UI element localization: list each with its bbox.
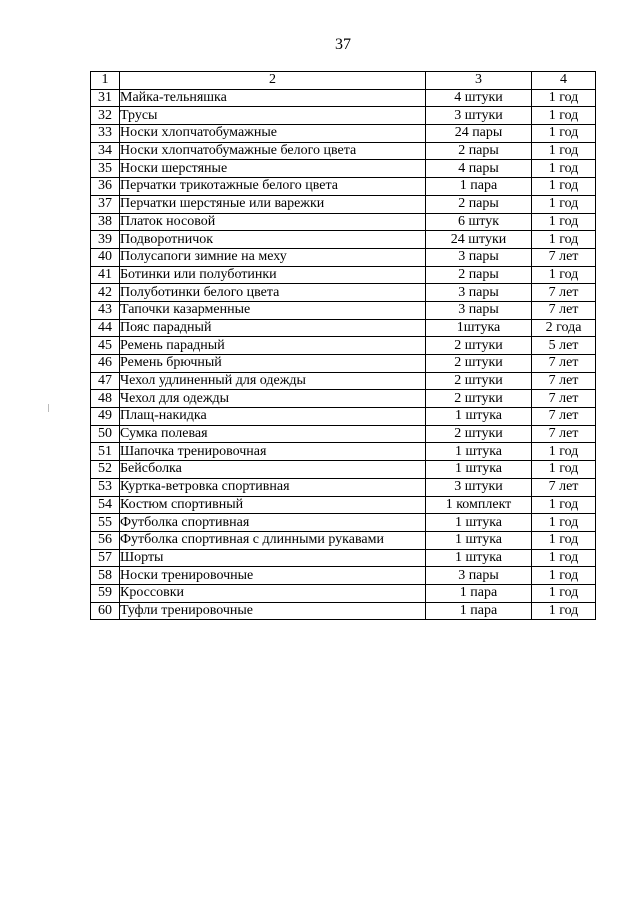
item-name-cell: Перчатки трикотажные белого цвета [120,178,426,196]
item-name-cell: Ремень парадный [120,337,426,355]
wear-term-cell: 1 год [532,567,596,585]
item-name-cell: Тапочки казарменные [120,301,426,319]
item-name-cell: Сумка полевая [120,425,426,443]
quantity-cell: 1 штука [426,549,532,567]
quantity-cell: 24 пары [426,125,532,143]
table-row [91,514,596,532]
row-number-cell: 34 [91,142,120,160]
quantity-cell: 24 штуки [426,231,532,249]
wear-term-cell: 7 лет [532,478,596,496]
quantity-cell: 2 штуки [426,337,532,355]
row-number-cell: 31 [91,89,120,107]
quantity-cell: 3 пары [426,301,532,319]
wear-term-cell: 7 лет [532,372,596,390]
item-name-cell: Майка-тельняшка [120,89,426,107]
quantity-cell: 4 штуки [426,89,532,107]
table-row [91,496,596,514]
item-name-cell: Ботинки или полуботинки [120,266,426,284]
table-row [91,337,596,355]
item-name-cell: Носки хлопчатобумажные белого цвета [120,142,426,160]
quantity-cell: 2 пары [426,266,532,284]
table-row [91,443,596,461]
quantity-cell: 3 штуки [426,107,532,125]
item-name-cell: Бейсболка [120,461,426,479]
header-cell-name: 2 [120,72,426,90]
item-name-cell: Ремень брючный [120,355,426,373]
quantity-cell: 3 штуки [426,478,532,496]
row-number-cell: 51 [91,443,120,461]
table-row [91,425,596,443]
wear-term-cell: 1 год [532,549,596,567]
wear-term-cell: 1 год [532,213,596,231]
table-row [91,408,596,426]
wear-term-cell: 1 год [532,496,596,514]
item-name-cell: Чехол для одежды [120,390,426,408]
item-name-cell: Кроссовки [120,584,426,602]
item-name-cell: Пояс парадный [120,319,426,337]
wear-term-cell: 1 год [532,531,596,549]
item-name-cell: Носки шерстяные [120,160,426,178]
table-row [91,567,596,585]
quantity-cell: 2 пары [426,142,532,160]
wear-term-cell: 7 лет [532,390,596,408]
header-cell-term: 4 [532,72,596,90]
table-row [91,301,596,319]
item-name-cell: Трусы [120,107,426,125]
item-name-cell: Шорты [120,549,426,567]
row-number-cell: 40 [91,248,120,266]
table-row [91,390,596,408]
row-number-cell: 48 [91,390,120,408]
row-number-cell: 47 [91,372,120,390]
row-number-cell: 36 [91,178,120,196]
row-number-cell: 43 [91,301,120,319]
quantity-cell: 1штука [426,319,532,337]
item-name-cell: Перчатки шерстяные или варежки [120,195,426,213]
quantity-cell: 2 штуки [426,372,532,390]
quantity-cell: 1 штука [426,408,532,426]
quantity-cell: 2 пары [426,195,532,213]
wear-term-cell: 1 год [532,266,596,284]
table-row [91,178,596,196]
table-row [91,584,596,602]
table-row [91,531,596,549]
table-row [91,284,596,302]
wear-term-cell: 1 год [532,125,596,143]
wear-term-cell: 1 год [532,178,596,196]
wear-term-cell: 1 год [532,89,596,107]
wear-term-cell: 7 лет [532,408,596,426]
item-name-cell: Плащ-накидка [120,408,426,426]
row-number-cell: 57 [91,549,120,567]
table-row [91,248,596,266]
item-name-cell: Футболка спортивная [120,514,426,532]
quantity-cell: 1 штука [426,461,532,479]
wear-term-cell: 1 год [532,443,596,461]
row-number-cell: 33 [91,125,120,143]
quantity-cell: 2 штуки [426,425,532,443]
wear-term-cell: 5 лет [532,337,596,355]
row-number-cell: 37 [91,195,120,213]
wear-term-cell: 7 лет [532,355,596,373]
table-row [91,213,596,231]
quantity-cell: 1 пара [426,584,532,602]
row-number-cell: 54 [91,496,120,514]
item-name-cell: Туфли тренировочные [120,602,426,620]
item-name-cell: Полуботинки белого цвета [120,284,426,302]
item-name-cell: Полусапоги зимние на меху [120,248,426,266]
quantity-cell: 2 штуки [426,390,532,408]
table-row [91,602,596,620]
table-header [91,72,596,90]
wear-term-cell: 7 лет [532,301,596,319]
wear-term-cell: 7 лет [532,284,596,302]
supply-table [90,71,596,620]
quantity-cell: 3 пары [426,248,532,266]
row-number-cell: 32 [91,107,120,125]
quantity-cell: 1 пара [426,602,532,620]
quantity-cell: 1 комплект [426,496,532,514]
table-row [91,549,596,567]
wear-term-cell: 1 год [532,107,596,125]
table-row [91,142,596,160]
quantity-cell: 1 штука [426,443,532,461]
row-number-cell: 41 [91,266,120,284]
quantity-cell: 4 пары [426,160,532,178]
wear-term-cell: 2 года [532,319,596,337]
row-number-cell: 52 [91,461,120,479]
table-row [91,461,596,479]
row-number-cell: 55 [91,514,120,532]
row-number-cell: 60 [91,602,120,620]
item-name-cell: Носки тренировочные [120,567,426,585]
item-name-cell: Футболка спортивная с длинными рукавами [120,531,426,549]
wear-term-cell: 1 год [532,602,596,620]
item-name-cell: Платок носовой [120,213,426,231]
quantity-cell: 3 пары [426,284,532,302]
table-row [91,160,596,178]
table-row [91,372,596,390]
wear-term-cell: 1 год [532,231,596,249]
wear-term-cell: 1 год [532,142,596,160]
quantity-cell: 2 штуки [426,355,532,373]
wear-term-cell: 1 год [532,461,596,479]
row-number-cell: 46 [91,355,120,373]
wear-term-cell: 1 год [532,160,596,178]
row-number-cell: 49 [91,408,120,426]
header-row [91,72,596,90]
wear-term-cell: 1 год [532,195,596,213]
table-row [91,107,596,125]
item-name-cell: Костюм спортивный [120,496,426,514]
wear-term-cell: 7 лет [532,248,596,266]
row-number-cell: 53 [91,478,120,496]
quantity-cell: 1 пара [426,178,532,196]
item-name-cell: Подворотничок [120,231,426,249]
table-row [91,355,596,373]
table-body [91,89,596,620]
row-number-cell: 42 [91,284,120,302]
wear-term-cell: 7 лет [532,425,596,443]
quantity-cell: 1 штука [426,514,532,532]
quantity-cell: 3 пары [426,567,532,585]
row-number-cell: 38 [91,213,120,231]
table-row [91,89,596,107]
quantity-cell: 6 штук [426,213,532,231]
item-name-cell: Чехол удлиненный для одежды [120,372,426,390]
table-row [91,195,596,213]
row-number-cell: 45 [91,337,120,355]
table-row [91,478,596,496]
row-number-cell: 58 [91,567,120,585]
wear-term-cell: 1 год [532,584,596,602]
wear-term-cell: 1 год [532,514,596,532]
table-row [91,319,596,337]
row-number-cell: 44 [91,319,120,337]
table-row [91,231,596,249]
row-number-cell: 56 [91,531,120,549]
row-number-cell: 59 [91,584,120,602]
table-row [91,125,596,143]
item-name-cell: Куртка-ветровка спортивная [120,478,426,496]
header-cell-quantity: 3 [426,72,532,90]
header-cell-number: 1 [91,72,120,90]
quantity-cell: 1 штука [426,531,532,549]
row-number-cell: 35 [91,160,120,178]
row-number-cell: 50 [91,425,120,443]
row-number-cell: 39 [91,231,120,249]
table-row [91,266,596,284]
item-name-cell: Шапочка тренировочная [120,443,426,461]
item-name-cell: Носки хлопчатобумажные [120,125,426,143]
margin-mark [48,404,49,412]
page-number: 37 [335,36,351,53]
